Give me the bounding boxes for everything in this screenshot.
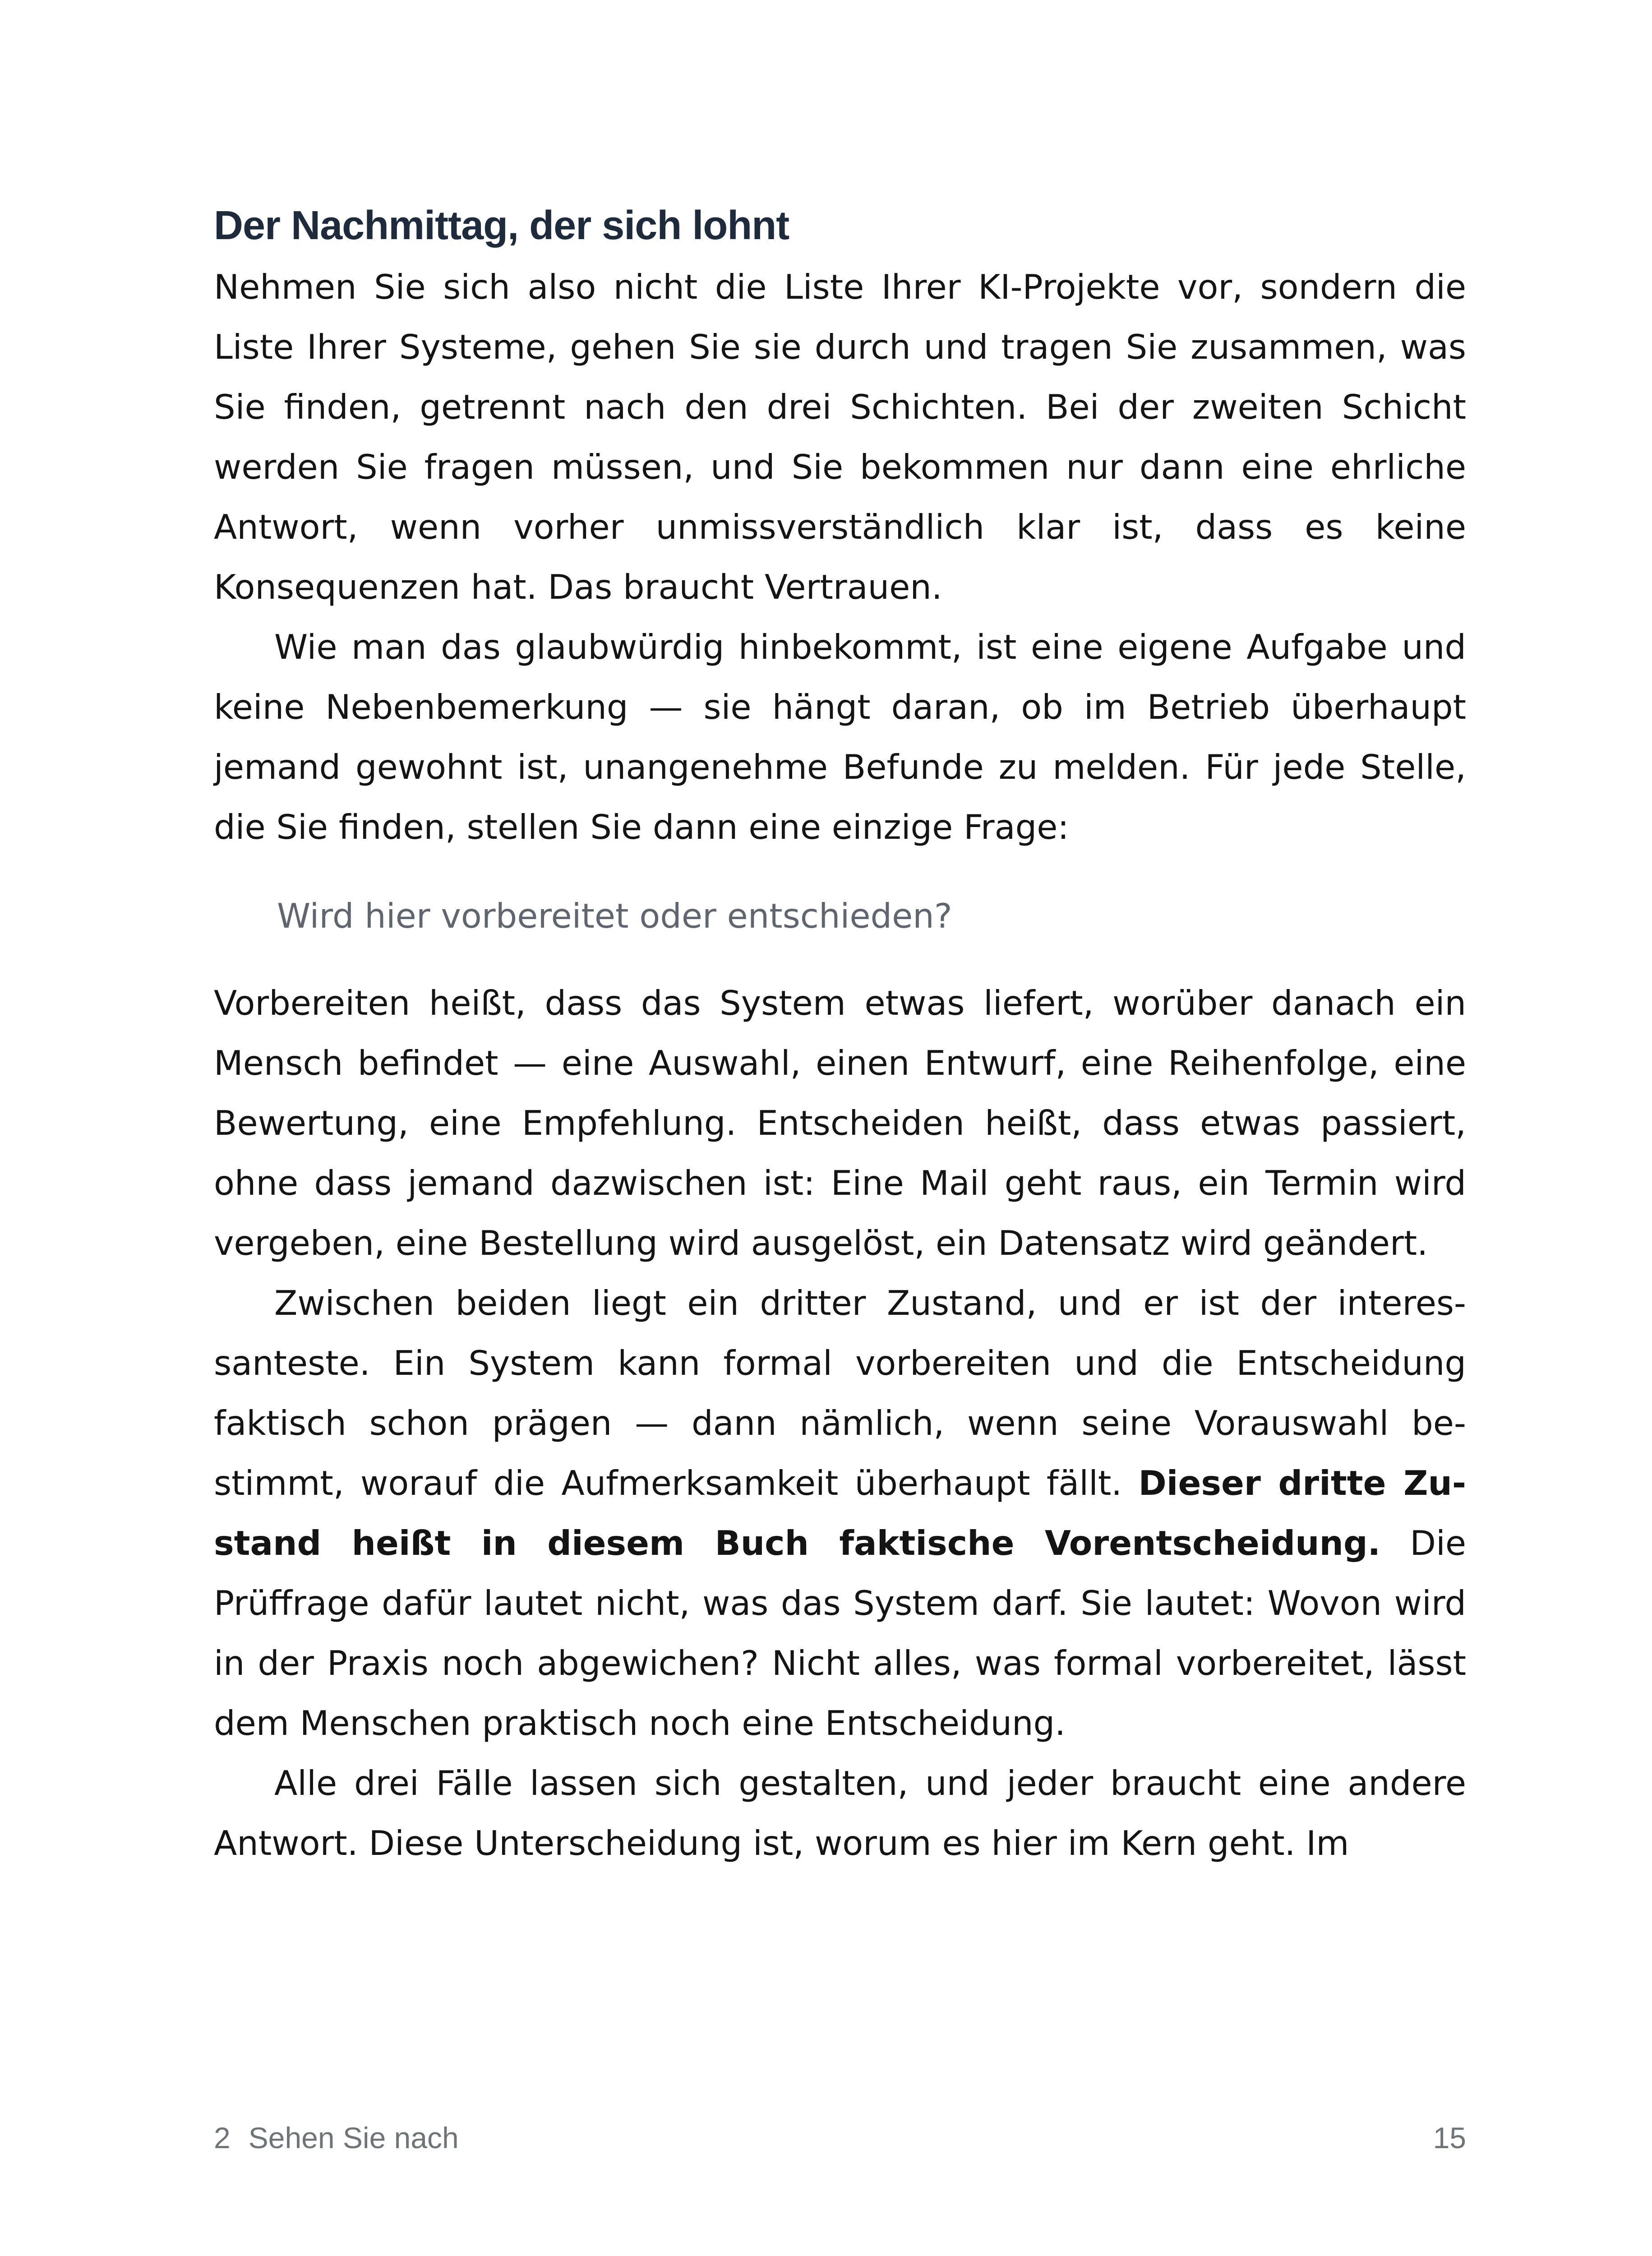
section-heading: Der Nachmittag, der sich lohnt: [214, 203, 789, 248]
paragraph-4-text-end: Die Prüffrage dafür lautet nicht, was das System darf. Sie lautet: Wovon wird in der Praxis noch abgewichen? Nicht alles, was formal vorbereitet, lässt dem Menschen praktisch noch eine Entscheidung.: [214, 1523, 1466, 1743]
paragraph-3: Vorbereiten heißt, dass das System etwas liefert, worüber danach ein Mensch befindet — eine Auswahl, einen Entwurf, eine Reihenfolge, eine Bewertung, eine Empfehlung. Entscheiden heißt, dass etwas passiert, ohne dass jemand dazwischen ist: Eine Mail geht raus, ein Termin wird vergeben, eine Bestellung wird ausgelöst, ein Datensatz wird geändert.: [214, 983, 1466, 1263]
page-body: [214, 199, 1466, 1873]
paragraph-4: [214, 1273, 1466, 1753]
chapter-title: Sehen Sie nach: [248, 2121, 459, 2154]
paragraph-5: Alle drei Fälle lassen sich gestalten, und jeder braucht eine andere Antwort. Diese Unterscheidung ist, worum es hier im Kern geht. Im: [214, 1763, 1466, 1863]
paragraph-2: Wie man das glaubwürdig hinbekommt, ist eine eigene Aufgabe und keine Nebenbemerkung — sie hängt daran, ob im Betrieb überhaupt jemand gewohnt ist, unangenehme Befunde zu melden. Für jede Stelle, die Sie finden, stellen Sie dann eine einzige Frage:: [214, 627, 1466, 847]
paragraph-4-text-start: Zwischen beiden liegt ein dritter Zustand, und er ist der interessanteste. Ein System kann formal vorbereiten und die Entscheidung faktisch schon prägen — dann nämlich, wenn seine Vorauswahl bestimmt, worauf die Aufmerksamkeit überhaupt fällt.: [214, 1283, 1466, 1503]
chapter-number: 2: [214, 2121, 231, 2154]
paragraph-1: Nehmen Sie sich also nicht die Liste Ihrer KI-Projekte vor, sondern die Liste Ihrer Systeme, gehen Sie sie durch und tragen Sie zusammen, was Sie finden, getrennt nach den drei Schichten. Bei der zweiten Schicht werden Sie fragen müssen, und Sie bekommen nur dann eine ehrliche Antwort, wenn vorher unmissverständlich klar ist, dass es keine Konsequenzen hat. Das braucht Vertrauen.: [214, 267, 1466, 607]
paragraph-4-emphasis: Dieser dritte Zustand heißt in diesem Buch faktische Vorentscheidung.: [214, 1463, 1467, 1563]
running-footer: [214, 2121, 459, 2155]
page-number: 15: [1433, 2121, 1466, 2154]
key-question: Wird hier vorbereitet oder entschieden?: [277, 896, 952, 936]
